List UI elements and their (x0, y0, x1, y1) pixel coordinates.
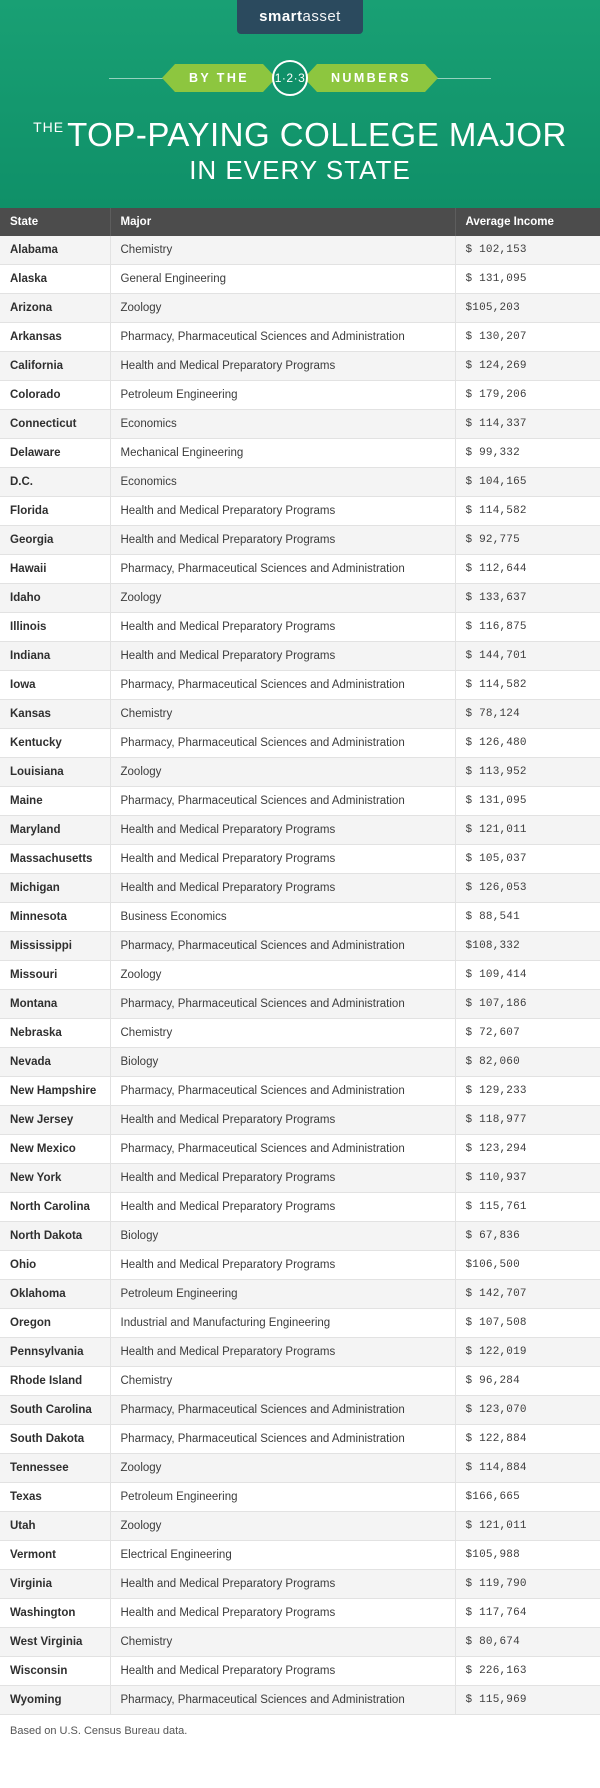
cell-average-income: $ 122,884 (455, 1424, 600, 1453)
cell-major: Zoology (110, 960, 455, 989)
cell-major: Biology (110, 1047, 455, 1076)
cell-state: West Virginia (0, 1627, 110, 1656)
cell-average-income: $ 126,053 (455, 873, 600, 902)
table-row (0, 1192, 600, 1221)
cell-average-income: $ 78,124 (455, 699, 600, 728)
cell-major: Chemistry (110, 1366, 455, 1395)
cell-average-income: $ 99,332 (455, 438, 600, 467)
table-row (0, 554, 600, 583)
logo-text-asset: asset (302, 8, 341, 25)
cell-major: Zoology (110, 583, 455, 612)
cell-average-income: $105,988 (455, 1540, 600, 1569)
cell-major: Health and Medical Preparatory Programs (110, 1569, 455, 1598)
cell-major: Health and Medical Preparatory Programs (110, 1656, 455, 1685)
number-badge-label: 1·2·3 (274, 71, 306, 85)
cell-average-income: $ 142,707 (455, 1279, 600, 1308)
table-row (0, 641, 600, 670)
cell-average-income: $ 131,095 (455, 264, 600, 293)
table-row (0, 844, 600, 873)
table-row (0, 496, 600, 525)
cell-state: New Mexico (0, 1134, 110, 1163)
logo-text-smart: smart (259, 8, 303, 25)
cell-state: D.C. (0, 467, 110, 496)
cell-average-income: $ 121,011 (455, 815, 600, 844)
cell-average-income: $ 80,674 (455, 1627, 600, 1656)
cell-major: Pharmacy, Pharmaceutical Sciences and Administration (110, 1685, 455, 1714)
cell-state: Nebraska (0, 1018, 110, 1047)
cell-major: Health and Medical Preparatory Programs (110, 525, 455, 554)
cell-average-income: $ 129,233 (455, 1076, 600, 1105)
cell-average-income: $ 122,019 (455, 1337, 600, 1366)
cell-average-income: $ 123,294 (455, 1134, 600, 1163)
table-row (0, 786, 600, 815)
cell-state: South Dakota (0, 1424, 110, 1453)
cell-state: Michigan (0, 873, 110, 902)
cell-average-income: $ 115,969 (455, 1685, 600, 1714)
cell-average-income: $ 126,480 (455, 728, 600, 757)
cell-average-income: $ 107,186 (455, 989, 600, 1018)
cell-average-income: $ 92,775 (455, 525, 600, 554)
cell-state: Wisconsin (0, 1656, 110, 1685)
cell-state: Ohio (0, 1250, 110, 1279)
ribbon-left-segment (175, 64, 263, 92)
cell-state: Oregon (0, 1308, 110, 1337)
by-the-numbers-ribbon (0, 60, 600, 96)
cell-average-income: $ 88,541 (455, 902, 600, 931)
table-row (0, 236, 600, 265)
table-row (0, 1540, 600, 1569)
ribbon-label-numbers: NUMBERS (331, 71, 411, 85)
table-row (0, 351, 600, 380)
cell-average-income: $ 179,206 (455, 380, 600, 409)
cell-state: Delaware (0, 438, 110, 467)
cell-average-income: $ 82,060 (455, 1047, 600, 1076)
table-row (0, 1656, 600, 1685)
page-title (0, 118, 600, 184)
table-row (0, 1482, 600, 1511)
cell-state: Washington (0, 1598, 110, 1627)
cell-major: Health and Medical Preparatory Programs (110, 612, 455, 641)
cell-major: Pharmacy, Pharmaceutical Sciences and Administration (110, 1076, 455, 1105)
cell-average-income: $ 114,582 (455, 496, 600, 525)
column-header-major: Major (110, 208, 455, 236)
cell-average-income: $ 115,761 (455, 1192, 600, 1221)
cell-average-income: $ 114,884 (455, 1453, 600, 1482)
cell-major: Chemistry (110, 699, 455, 728)
page-title-line1 (0, 118, 600, 153)
cell-state: Texas (0, 1482, 110, 1511)
cell-average-income: $ 117,764 (455, 1598, 600, 1627)
header-banner (0, 0, 600, 208)
cell-major: Chemistry (110, 1627, 455, 1656)
table-row (0, 1047, 600, 1076)
cell-average-income: $ 131,095 (455, 786, 600, 815)
cell-state: Montana (0, 989, 110, 1018)
cell-major: Health and Medical Preparatory Programs (110, 1337, 455, 1366)
cell-major: Mechanical Engineering (110, 438, 455, 467)
page-title-main: TOP-PAYING COLLEGE MAJOR (67, 116, 567, 153)
table-row (0, 670, 600, 699)
cell-state: Alabama (0, 236, 110, 265)
cell-major: Petroleum Engineering (110, 1482, 455, 1511)
page-title-line2: IN EVERY STATE (189, 154, 411, 185)
cell-average-income: $106,500 (455, 1250, 600, 1279)
cell-average-income: $ 112,644 (455, 554, 600, 583)
cell-state: Virginia (0, 1569, 110, 1598)
cell-major: Health and Medical Preparatory Programs (110, 815, 455, 844)
cell-state: Pennsylvania (0, 1337, 110, 1366)
cell-major: Zoology (110, 1511, 455, 1540)
cell-major: General Engineering (110, 264, 455, 293)
table-row (0, 699, 600, 728)
table-row (0, 1221, 600, 1250)
cell-average-income: $ 107,508 (455, 1308, 600, 1337)
table-row (0, 1250, 600, 1279)
cell-major: Zoology (110, 293, 455, 322)
number-badge-icon (272, 60, 308, 96)
cell-major: Health and Medical Preparatory Programs (110, 351, 455, 380)
cell-state: New Hampshire (0, 1076, 110, 1105)
table-row (0, 264, 600, 293)
cell-average-income: $ 226,163 (455, 1656, 600, 1685)
cell-major: Pharmacy, Pharmaceutical Sciences and Administration (110, 931, 455, 960)
cell-state: Vermont (0, 1540, 110, 1569)
cell-state: Nevada (0, 1047, 110, 1076)
cell-major: Petroleum Engineering (110, 1279, 455, 1308)
table-row (0, 1134, 600, 1163)
cell-state: North Carolina (0, 1192, 110, 1221)
cell-state: Connecticut (0, 409, 110, 438)
cell-major: Health and Medical Preparatory Programs (110, 1105, 455, 1134)
cell-major: Health and Medical Preparatory Programs (110, 496, 455, 525)
cell-state: Iowa (0, 670, 110, 699)
cell-major: Pharmacy, Pharmaceutical Sciences and Administration (110, 1424, 455, 1453)
cell-average-income: $ 109,414 (455, 960, 600, 989)
table-header-row (0, 208, 600, 236)
table-row (0, 1424, 600, 1453)
cell-average-income: $ 144,701 (455, 641, 600, 670)
cell-average-income: $108,332 (455, 931, 600, 960)
cell-major: Pharmacy, Pharmaceutical Sciences and Administration (110, 1395, 455, 1424)
smartasset-logo[interactable] (237, 0, 363, 34)
top-paying-major-table (0, 208, 600, 1715)
ribbon-right-segment (317, 64, 425, 92)
table-row (0, 728, 600, 757)
cell-average-income: $ 114,337 (455, 409, 600, 438)
cell-average-income: $ 124,269 (455, 351, 600, 380)
cell-major: Pharmacy, Pharmaceutical Sciences and Administration (110, 322, 455, 351)
cell-state: Missouri (0, 960, 110, 989)
cell-state: Utah (0, 1511, 110, 1540)
cell-average-income: $ 121,011 (455, 1511, 600, 1540)
cell-average-income: $ 104,165 (455, 467, 600, 496)
cell-average-income: $ 96,284 (455, 1366, 600, 1395)
cell-state: North Dakota (0, 1221, 110, 1250)
cell-state: New York (0, 1163, 110, 1192)
cell-major: Chemistry (110, 1018, 455, 1047)
table-row (0, 1627, 600, 1656)
column-header-state: State (0, 208, 110, 236)
cell-state: Kansas (0, 699, 110, 728)
cell-state: Minnesota (0, 902, 110, 931)
cell-average-income: $ 133,637 (455, 583, 600, 612)
cell-average-income: $ 116,875 (455, 612, 600, 641)
table-row (0, 1366, 600, 1395)
cell-state: Colorado (0, 380, 110, 409)
table-row (0, 1105, 600, 1134)
cell-state: Maine (0, 786, 110, 815)
table-row (0, 1279, 600, 1308)
table-row (0, 989, 600, 1018)
table-row (0, 1395, 600, 1424)
table-row (0, 409, 600, 438)
cell-average-income: $ 105,037 (455, 844, 600, 873)
cell-major: Health and Medical Preparatory Programs (110, 1163, 455, 1192)
cell-average-income: $ 113,952 (455, 757, 600, 786)
table-row (0, 438, 600, 467)
cell-state: Mississippi (0, 931, 110, 960)
table-row (0, 1685, 600, 1714)
page-title-the: THE (33, 119, 65, 135)
cell-average-income: $ 123,070 (455, 1395, 600, 1424)
cell-state: Arizona (0, 293, 110, 322)
cell-average-income: $105,203 (455, 293, 600, 322)
cell-average-income: $ 110,937 (455, 1163, 600, 1192)
cell-major: Pharmacy, Pharmaceutical Sciences and Administration (110, 728, 455, 757)
cell-major: Health and Medical Preparatory Programs (110, 873, 455, 902)
table-row (0, 1076, 600, 1105)
cell-state: Kentucky (0, 728, 110, 757)
cell-state: Louisiana (0, 757, 110, 786)
cell-state: Georgia (0, 525, 110, 554)
cell-major: Electrical Engineering (110, 1540, 455, 1569)
cell-state: Oklahoma (0, 1279, 110, 1308)
cell-major: Economics (110, 409, 455, 438)
cell-state: Hawaii (0, 554, 110, 583)
cell-major: Zoology (110, 757, 455, 786)
cell-average-income: $ 130,207 (455, 322, 600, 351)
cell-average-income: $ 114,582 (455, 670, 600, 699)
cell-average-income: $ 67,836 (455, 1221, 600, 1250)
table-row (0, 293, 600, 322)
cell-major: Business Economics (110, 902, 455, 931)
cell-major: Pharmacy, Pharmaceutical Sciences and Administration (110, 1134, 455, 1163)
cell-state: Indiana (0, 641, 110, 670)
cell-major: Health and Medical Preparatory Programs (110, 1250, 455, 1279)
table-row (0, 873, 600, 902)
cell-major: Chemistry (110, 236, 455, 265)
cell-major: Pharmacy, Pharmaceutical Sciences and Administration (110, 989, 455, 1018)
cell-state: Alaska (0, 264, 110, 293)
cell-average-income: $ 119,790 (455, 1569, 600, 1598)
cell-average-income: $166,665 (455, 1482, 600, 1511)
table-row (0, 1018, 600, 1047)
cell-major: Pharmacy, Pharmaceutical Sciences and Administration (110, 670, 455, 699)
table-row (0, 1337, 600, 1366)
table-row (0, 1511, 600, 1540)
cell-major: Health and Medical Preparatory Programs (110, 1598, 455, 1627)
table-row (0, 757, 600, 786)
cell-average-income: $ 102,153 (455, 236, 600, 265)
cell-major: Petroleum Engineering (110, 380, 455, 409)
cell-major: Economics (110, 467, 455, 496)
cell-state: New Jersey (0, 1105, 110, 1134)
table-row (0, 931, 600, 960)
table-row (0, 902, 600, 931)
cell-major: Health and Medical Preparatory Programs (110, 844, 455, 873)
cell-major: Pharmacy, Pharmaceutical Sciences and Administration (110, 786, 455, 815)
table-row (0, 1598, 600, 1627)
cell-state: South Carolina (0, 1395, 110, 1424)
cell-state: Florida (0, 496, 110, 525)
cell-state: Idaho (0, 583, 110, 612)
cell-major: Health and Medical Preparatory Programs (110, 1192, 455, 1221)
ribbon-label-bythe: BY THE (188, 71, 249, 85)
brand-logo-wrap (0, 0, 600, 34)
cell-state: Wyoming (0, 1685, 110, 1714)
table-row (0, 525, 600, 554)
table-row (0, 612, 600, 641)
cell-state: Illinois (0, 612, 110, 641)
column-header-average-income: Average Income (455, 208, 600, 236)
cell-major: Industrial and Manufacturing Engineering (110, 1308, 455, 1337)
cell-major: Pharmacy, Pharmaceutical Sciences and Administration (110, 554, 455, 583)
table-row (0, 1569, 600, 1598)
table-row (0, 1308, 600, 1337)
cell-major: Biology (110, 1221, 455, 1250)
table-row (0, 960, 600, 989)
table-row (0, 815, 600, 844)
cell-state: Tennessee (0, 1453, 110, 1482)
cell-major: Zoology (110, 1453, 455, 1482)
table-row (0, 1453, 600, 1482)
cell-state: Rhode Island (0, 1366, 110, 1395)
table-row (0, 380, 600, 409)
cell-state: Arkansas (0, 322, 110, 351)
cell-state: Maryland (0, 815, 110, 844)
table-header (0, 208, 600, 236)
cell-major: Health and Medical Preparatory Programs (110, 641, 455, 670)
cell-average-income: $ 118,977 (455, 1105, 600, 1134)
table-row (0, 1163, 600, 1192)
cell-state: California (0, 351, 110, 380)
table-body (0, 236, 600, 1715)
table-row (0, 583, 600, 612)
cell-state: Massachusetts (0, 844, 110, 873)
table-row (0, 467, 600, 496)
source-footnote: Based on U.S. Census Bureau data. (0, 1715, 600, 1751)
cell-average-income: $ 72,607 (455, 1018, 600, 1047)
table-row (0, 322, 600, 351)
